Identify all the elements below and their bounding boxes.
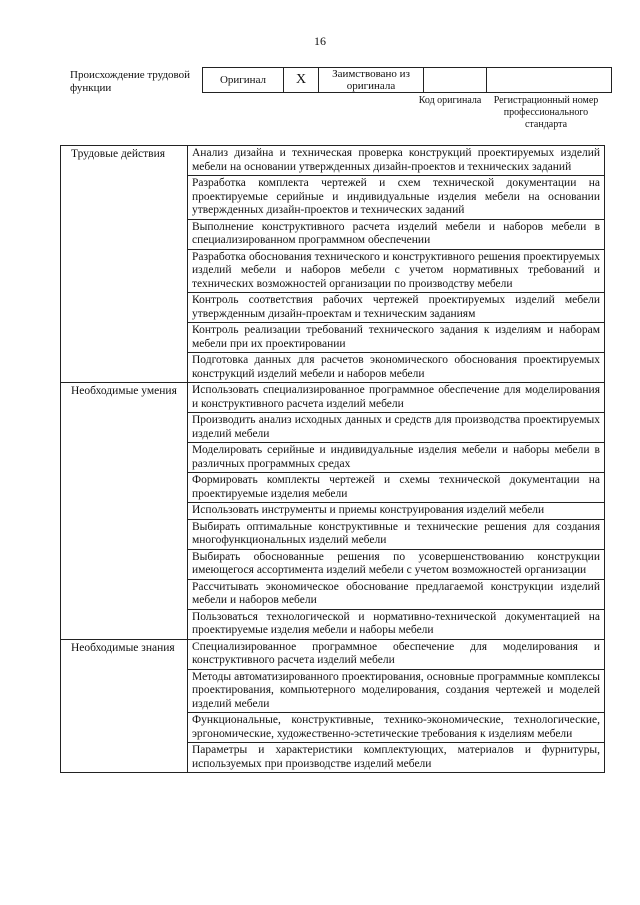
table-row bbox=[61, 146, 605, 176]
table-cell: Рассчитывать экономическое обоснование предлагаемой конструкции изделий мебели и наборов мебели bbox=[188, 579, 605, 609]
table-cell: Методы автоматизированного проектирования, основные программные комплексы проектирования, компьютерного моделирования, создания чертежей и моделей изделий мебели bbox=[188, 669, 605, 713]
table-cell: Подготовка данных для расчетов экономического обоснования проектируемых конструкций изделий мебели и наборов мебели bbox=[188, 353, 605, 383]
borrowed-cell: Заимствовано из оригинала bbox=[319, 68, 424, 93]
table-cell: Выбирать обоснованные решения по усовершенствованию конструкции имеющегося ассортимента изделий мебели с учетом возможностей организации bbox=[188, 549, 605, 579]
table-cell: Разработка комплекта чертежей и схем технической документации на проектируемые серийные и индивидуальные изделия мебели на основании утвержденных дизайн-проектов и технических заданий bbox=[188, 176, 605, 220]
original-cell: Оригинал bbox=[203, 68, 284, 93]
origin-table bbox=[202, 67, 612, 93]
table-cell: Выполнение конструктивного расчета изделий мебели и наборов мебели в специализированном программном обеспечении bbox=[188, 219, 605, 249]
regnum-value-cell bbox=[487, 68, 612, 93]
table-cell: Разработка обоснования технического и конструктивного решения проектируемых изделий мебели и наборов мебели с учетом нормативных требований и технических возможностей организации по производству мебели bbox=[188, 249, 605, 293]
table-cell: Контроль реализации требований технического задания к изделиям и наборам мебели при их проектировании bbox=[188, 323, 605, 353]
code-label: Код оригинала bbox=[418, 95, 482, 106]
table-row bbox=[61, 639, 605, 669]
table-cell: Анализ дизайна и техническая проверка конструкций проектируемых изделий мебели на основании утвержденных дизайн-проектов и технических заданий bbox=[188, 146, 605, 176]
origin-label: Происхождение трудовой функции bbox=[70, 69, 191, 94]
table-cell: Использовать специализированное программное обеспечение для моделирования и конструктивного расчета изделий мебели bbox=[188, 383, 605, 413]
regnum-label: Регистрационный номер профессионального стандарта bbox=[493, 95, 599, 130]
table-cell: Контроль соответствия рабочих чертежей проектируемых изделий мебели утвержденным дизайн-проектам и техническим заданиям bbox=[188, 293, 605, 323]
table-cell: Выбирать оптимальные конструктивные и технические решения для создания многофункциональных изделий мебели bbox=[188, 519, 605, 549]
table-row bbox=[61, 383, 605, 413]
table-cell: Функциональные, конструктивные, технико-экономические, технологические, эргономические, художественно-эстетические требования к изделиям мебели bbox=[188, 713, 605, 743]
table-cell: Производить анализ исходных данных и средств для производства проектируемых изделий мебели bbox=[188, 413, 605, 443]
section-title: Необходимые знания bbox=[61, 639, 188, 773]
table-cell: Формировать комплекты чертежей и схемы технической документации на проектируемые изделия мебели bbox=[188, 473, 605, 503]
original-mark-cell: X bbox=[284, 68, 319, 93]
table-cell: Использовать инструменты и приемы конструирования изделий мебели bbox=[188, 503, 605, 520]
table-cell: Моделировать серийные и индивидуальные изделия мебели и наборы мебели в различных программных средах bbox=[188, 443, 605, 473]
page-number: 16 bbox=[314, 34, 326, 48]
code-value-cell bbox=[424, 68, 487, 93]
function-table bbox=[60, 145, 605, 773]
table-cell: Параметры и характеристики комплектующих, материалов и фурнитуры, используемых при производстве изделий мебели bbox=[188, 743, 605, 773]
section-title: Трудовые действия bbox=[61, 146, 188, 383]
section-title: Необходимые умения bbox=[61, 383, 188, 640]
table-cell: Специализированное программное обеспечение для моделирования и конструктивного расчета изделий мебели bbox=[188, 639, 605, 669]
table-cell: Пользоваться технологической и нормативно-технической документацией на проектируемые изделия мебели и наборы мебели bbox=[188, 609, 605, 639]
